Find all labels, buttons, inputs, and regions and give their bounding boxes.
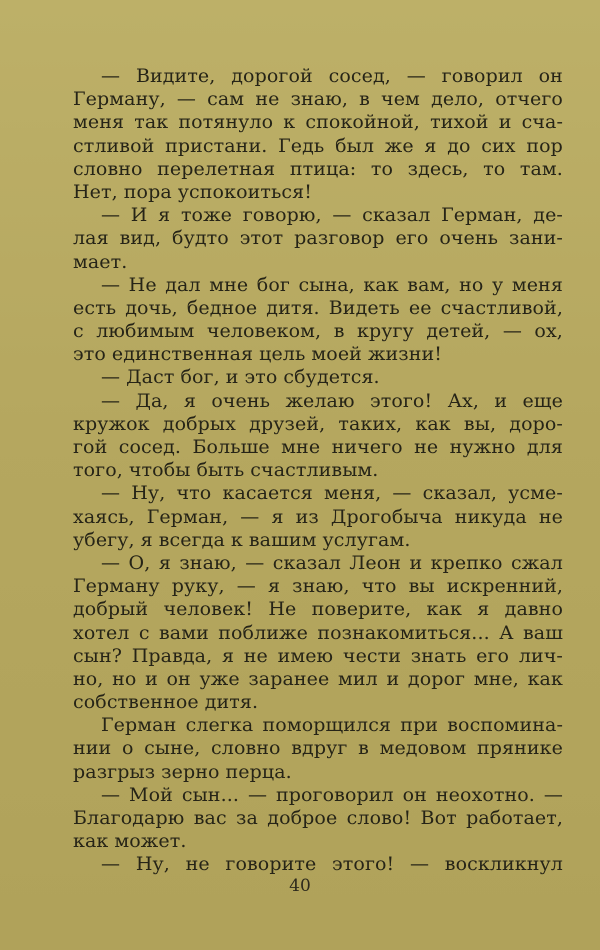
text-line: собственное дитя. xyxy=(73,691,259,714)
text-line: но, но и он уже заранее мил и дорог мне, как xyxy=(73,667,563,690)
text-line: того, чтобы быть счастливым. xyxy=(73,459,379,482)
text-line: хаясь, Герман, — я из Дрогобыча никуда не xyxy=(73,505,563,528)
text-line: Герману руку, — я знаю, что вы искренний, xyxy=(73,575,563,598)
text-line: меня так потянуло к спокойной, тихой и сча- xyxy=(73,111,563,134)
text-line: добрый человек! Не поверите, как я давно xyxy=(73,598,563,621)
text-line: — О, я знаю, — сказал Леон и крепко сжал xyxy=(101,551,563,574)
text-line: гой сосед. Больше мне ничего не нужно для xyxy=(73,436,563,458)
text-line: как может. xyxy=(73,830,187,853)
text-line: убегу, я всегда к вашим услугам. xyxy=(73,528,411,551)
text-line: мает. xyxy=(73,250,128,273)
text-line: с любимым человеком, в кругу детей, — ох, xyxy=(73,320,563,343)
page-number: 40 xyxy=(289,876,311,896)
text-line: — Не дал мне бог сына, как вам, но у меня xyxy=(101,273,563,296)
text-line: Благодарю вас за доброе слово! Вот работает, xyxy=(73,807,563,829)
text-line: хотел с вами поближе познакомиться... А ваш xyxy=(73,621,563,644)
text-line: нии о сыне, словно вдруг в медовом прянике xyxy=(73,737,563,760)
text-line: стливой пристани. Гедь был же я до сих пор xyxy=(73,134,563,157)
text-line: — Даст бог, и это сбудется. xyxy=(101,366,380,389)
text-line: Нет, пора успокоиться! xyxy=(73,180,312,203)
text-line: — Ну, не говорите этого! — воскликнул xyxy=(101,853,563,876)
text-line: разгрыз зерно перца. xyxy=(73,760,292,783)
text-line: сын? Правда, я не имею чести знать его лич- xyxy=(73,644,563,667)
body-text xyxy=(73,65,563,877)
text-line: Герман слегка поморщился при воспомина- xyxy=(101,714,563,737)
text-line: лая вид, будто этот разговор его очень зани- xyxy=(73,227,563,250)
text-line: кружок добрых друзей, таких, как вы, доро- xyxy=(73,412,563,435)
text-line: — И я тоже говорю, — сказал Герман, де- xyxy=(101,204,563,227)
text-line: — Ну, что касается меня, — сказал, усме- xyxy=(101,482,563,505)
text-line: — Видите, дорогой сосед, — говорил он xyxy=(101,65,563,87)
text-line: Герману, — сам не знаю, в чем дело, отчего xyxy=(73,88,563,111)
text-line: есть дочь, бедное дитя. Видеть ее счастливой, xyxy=(73,296,563,319)
text-line: это единственная цель моей жизни! xyxy=(73,343,443,366)
text-line: — Да, я очень желаю этого! Ах, и еще xyxy=(101,389,563,412)
text-line: словно перелетная птица: то здесь, то там. xyxy=(73,157,563,180)
text-line: — Мой сын... — проговорил он неохотно. — xyxy=(101,783,563,806)
